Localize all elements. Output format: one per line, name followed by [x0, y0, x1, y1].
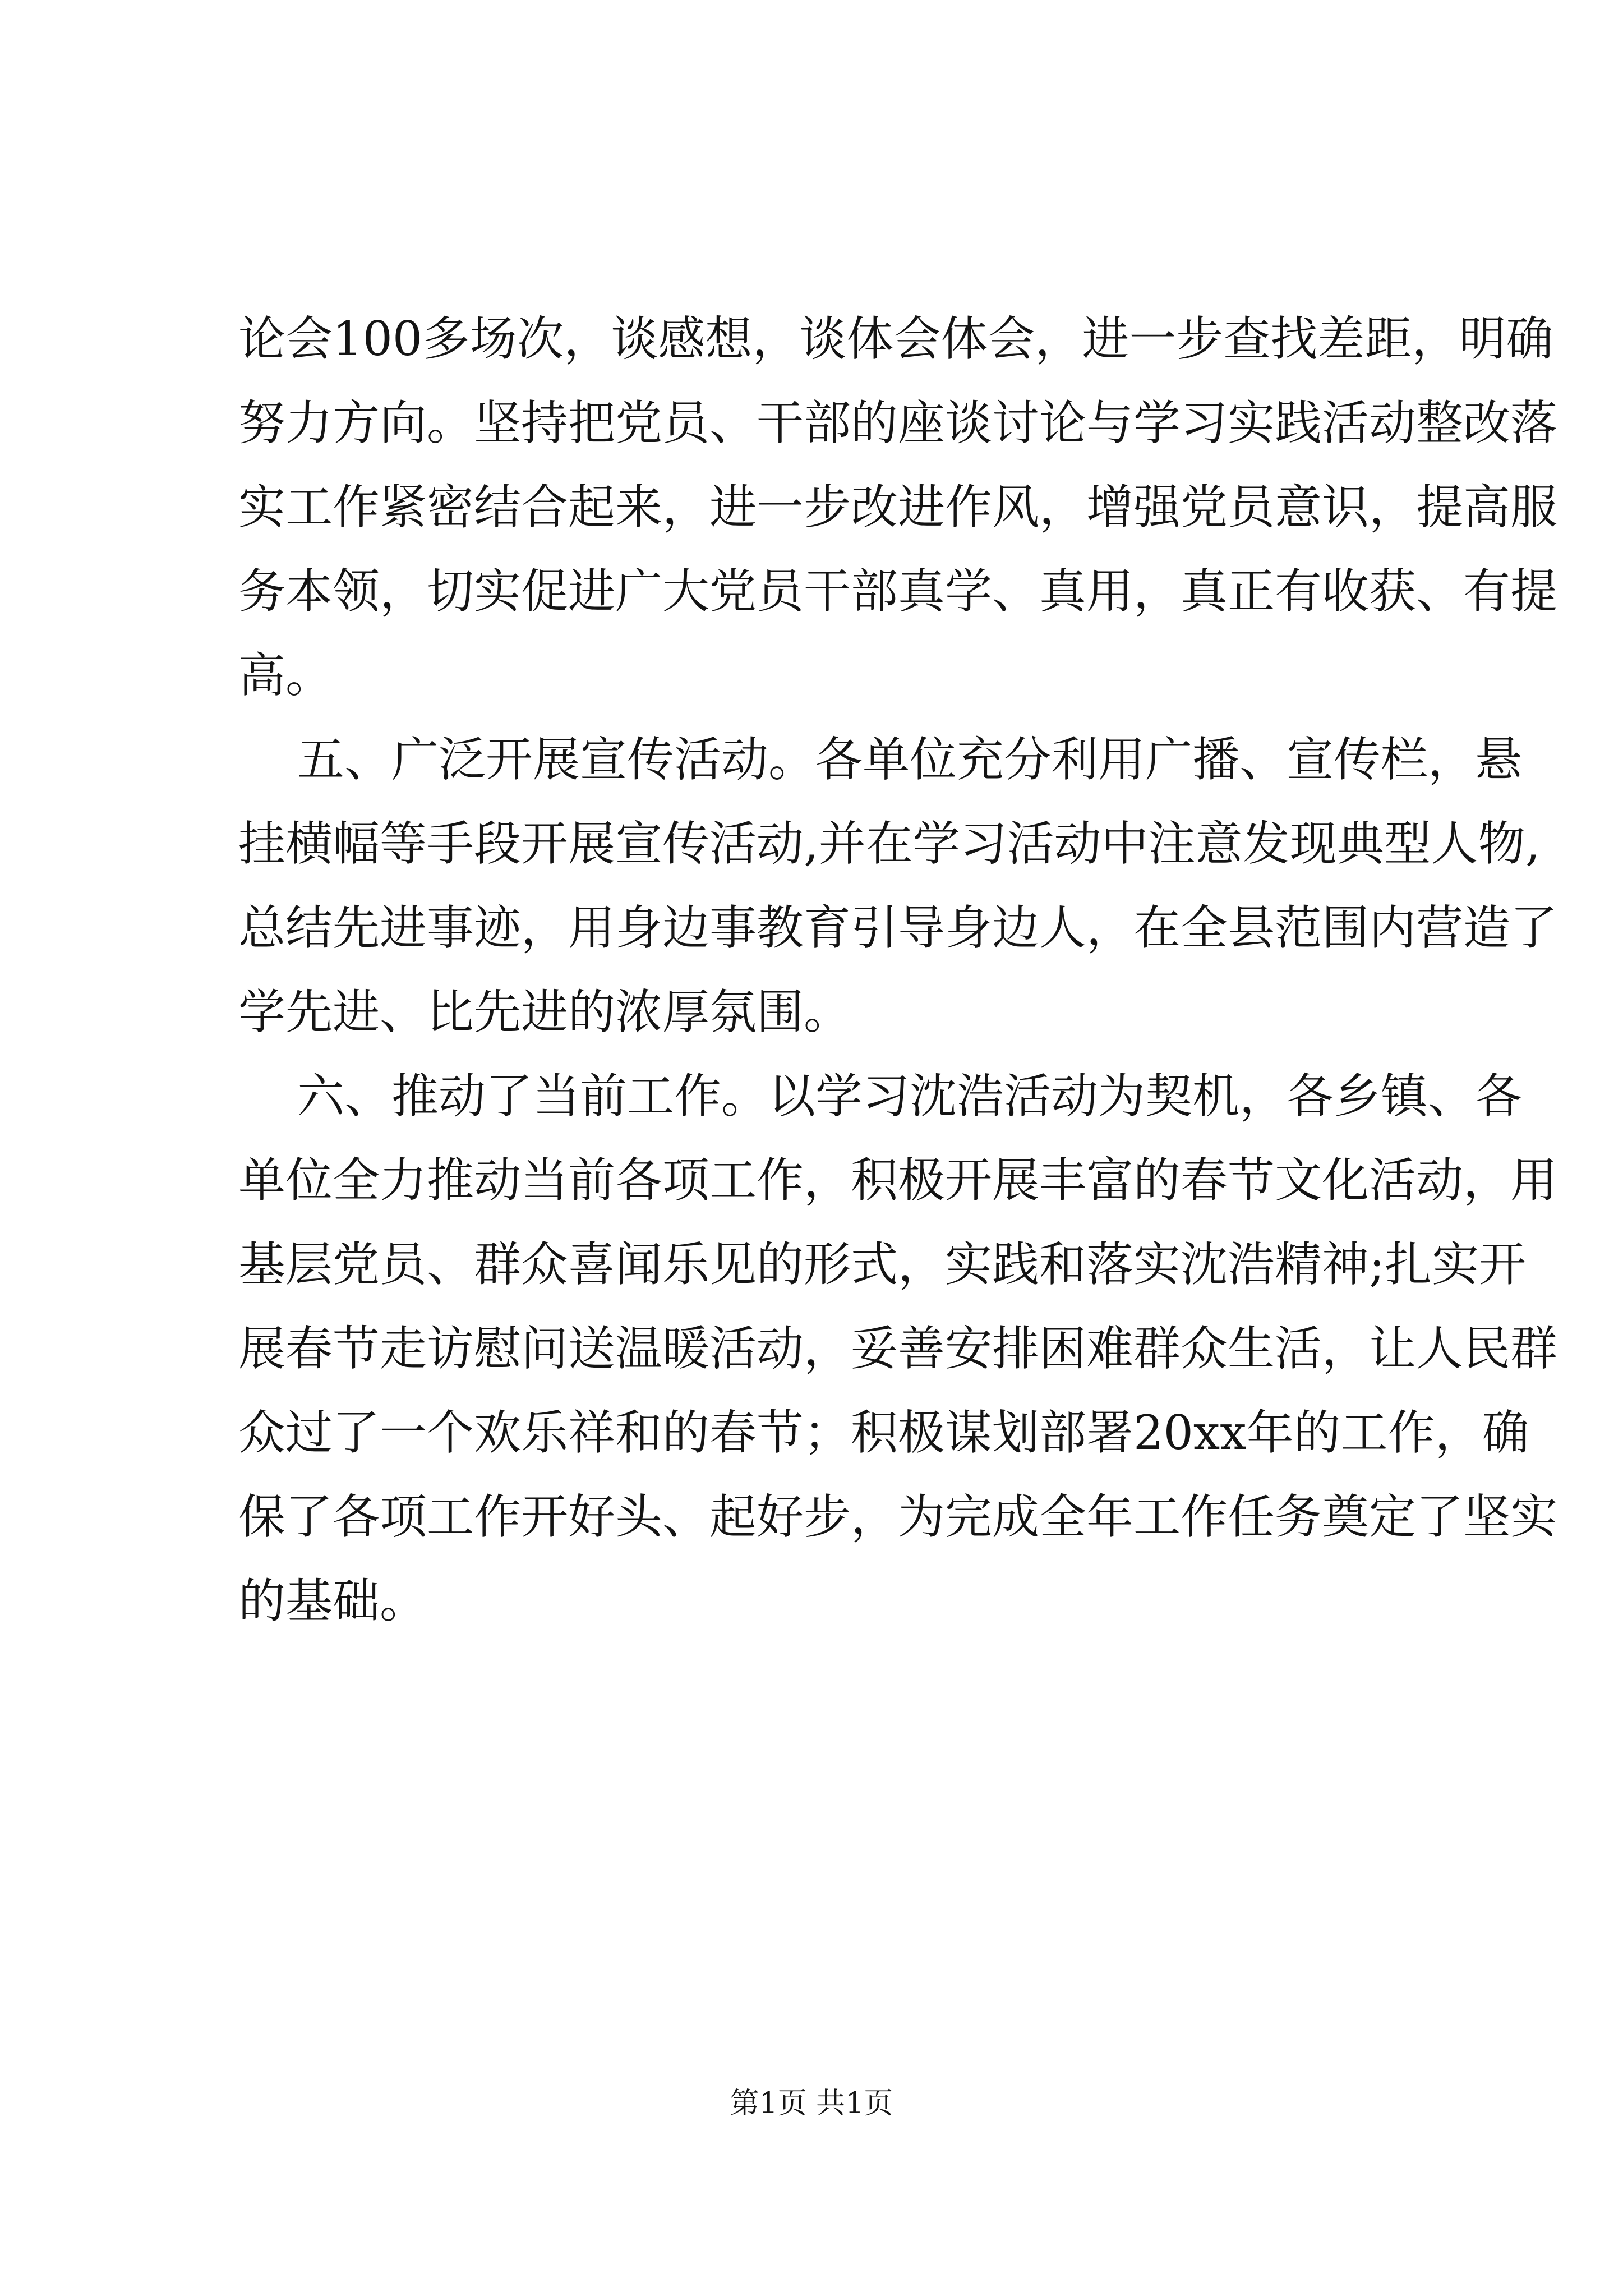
paragraph-3-line-2: 单位全力推动当前各项工作，积极开展丰富的春节文化活动，用 — [238, 1153, 1558, 1208]
paragraph-2-line-1: 五、广泛开展宣传活动。各单位充分利用广播、宣传栏，悬 — [297, 732, 1523, 787]
paragraph-3-line-6: 保了各项工作开好头、起好步，为完成全年工作任务奠定了坚实 — [238, 1489, 1558, 1544]
page-number-footer: 第1页 共1页 — [730, 2087, 893, 2120]
paragraph-3-line-1: 六、推动了当前工作。以学习沈浩活动为契机，各乡镇、各 — [297, 1069, 1523, 1124]
paragraph-1-line-5: 高。 — [238, 648, 333, 703]
paragraph-1-line-4: 务本领，切实促进广大党员干部真学、真用，真正有收获、有提 — [238, 564, 1558, 619]
paragraph-3-line-4: 展春节走访慰问送温暖活动，妥善安排困难群众生活，让人民群 — [238, 1321, 1558, 1376]
paragraph-2-line-2: 挂横幅等手段开展宣传活动,并在学习活动中注意发现典型人物, — [238, 816, 1541, 871]
paragraph-1-line-1: 论会100多场次，谈感想，谈体会体会，进一步查找差距，明确 — [238, 311, 1553, 366]
paragraph-3-line-5: 众过了一个欢乐祥和的春节；积极谋划部署20xx年的工作，确 — [238, 1405, 1529, 1460]
paragraph-3-line-3: 基层党员、群众喜闻乐见的形式，实践和落实沈浩精神;扎实开 — [238, 1237, 1527, 1292]
paragraph-2-line-4: 学先进、比先进的浓厚氛围。 — [238, 984, 851, 1039]
paragraph-3-line-7: 的基础。 — [238, 1573, 427, 1628]
paragraph-1-line-2: 努力方向。坚持把党员、干部的座谈讨论与学习实践活动整改落 — [238, 395, 1558, 450]
paragraph-1-line-3: 实工作紧密结合起来，进一步改进作风，增强党员意识，提高服 — [238, 480, 1558, 535]
paragraph-2-line-3: 总结先进事迹，用身边事教育引导身边人，在全县范围内营造了 — [238, 900, 1558, 955]
